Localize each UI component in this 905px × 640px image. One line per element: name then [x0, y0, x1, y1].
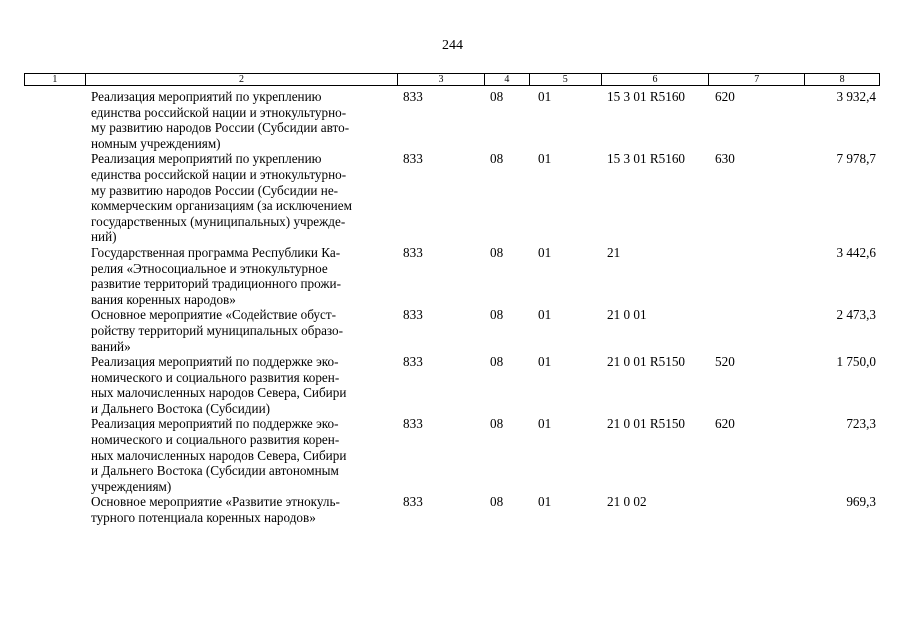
subsection-code: 01	[538, 494, 552, 510]
target-article-code: 21 0 01 R5150	[607, 416, 686, 432]
table-row	[24, 245, 880, 307]
row-empty-cell	[24, 494, 85, 525]
expense-type-code	[710, 307, 806, 354]
ministry-code: 833	[403, 89, 423, 104]
target-article-code: 21 0 01 R5150	[607, 354, 686, 370]
target-article-code: 21	[607, 244, 621, 260]
table-header	[24, 73, 880, 86]
column-header: 4	[485, 74, 530, 85]
ministry-code: 833	[403, 307, 423, 323]
target-article-code: 15 3 01 R5160	[607, 89, 686, 104]
column-header: 1	[25, 74, 86, 85]
column-header: 2	[86, 74, 398, 85]
page-number: 244	[442, 38, 463, 53]
table-row	[24, 151, 880, 245]
row-empty-cell	[24, 307, 85, 354]
table-row	[24, 89, 880, 151]
row-empty-cell	[24, 416, 85, 494]
row-empty-cell	[24, 89, 85, 151]
subsection-code: 01	[538, 244, 552, 260]
subsection-code: 01	[538, 354, 552, 370]
column-header: 6	[602, 74, 710, 85]
row-empty-cell	[24, 354, 85, 416]
expense-type-code: 520	[715, 354, 735, 370]
amount: 2 473,3	[836, 307, 876, 323]
section-code: 08	[490, 307, 504, 323]
ministry-code: 833	[403, 416, 423, 432]
ministry-code: 833	[403, 354, 423, 370]
subsection-code: 01	[538, 89, 552, 104]
section-code: 08	[490, 354, 504, 370]
amount: 3 932,4	[836, 89, 876, 104]
expense-type-code: 630	[715, 151, 735, 167]
section-code: 08	[490, 244, 504, 260]
table-row	[24, 354, 880, 416]
target-article-code: 21 0 02	[607, 494, 647, 510]
section-code: 08	[490, 151, 504, 167]
row-empty-cell	[24, 245, 85, 307]
table-row	[24, 494, 880, 525]
expense-type-code	[710, 245, 806, 307]
item-name: Основное мероприятие «Развитие этнокуль- турного потенциала коренных народов»	[91, 494, 340, 526]
column-header: 5	[530, 74, 602, 85]
section-code: 08	[490, 89, 504, 104]
item-name: Реализация мероприятий по поддержке эко- номического и социального развития корен- ных малочисленных народов Севера, Сибири и Дальнего Востока (Субсидии)	[91, 354, 347, 416]
item-name: Государственная программа Республики Ка- релия «Этносоциальное и этнокультурное развитие территорий традиционного прожи- вания коренных народов»	[91, 244, 341, 307]
expense-type-code	[710, 494, 806, 525]
table-row	[24, 416, 880, 494]
item-name: Основное мероприятие «Содействие обуст- ройству территорий муниципальных образо- ваний»	[91, 307, 344, 354]
amount: 723,3	[846, 416, 876, 432]
subsection-code: 01	[538, 416, 552, 432]
table-row	[24, 307, 880, 354]
ministry-code: 833	[403, 151, 423, 167]
item-name: Реализация мероприятий по поддержке эко- номического и социального развития корен- ных малочисленных народов Севера, Сибири и Дальнего Востока (Субсидии автономным учреждениям)	[91, 416, 347, 494]
amount: 969,3	[846, 494, 876, 510]
subsection-code: 01	[538, 151, 552, 167]
expense-type-code: 620	[715, 89, 735, 104]
amount: 3 442,6	[836, 244, 876, 260]
section-code: 08	[490, 416, 504, 432]
ministry-code: 833	[403, 244, 423, 260]
column-header: 3	[398, 74, 485, 85]
target-article-code: 15 3 01 R5160	[607, 151, 686, 167]
expense-type-code: 620	[715, 416, 735, 432]
target-article-code: 21 0 01	[607, 307, 647, 323]
item-name: Реализация мероприятий по укреплению единства российской нации и этнокультурно- му развитию народов России (Субсидии не- коммерческим организациям (за исключением государственных (муниципальных) учрежде- ний)	[91, 151, 352, 245]
subsection-code: 01	[538, 307, 552, 323]
amount: 7 978,7	[836, 151, 876, 167]
column-header: 7	[709, 74, 805, 85]
amount: 1 750,0	[836, 354, 876, 370]
table-body	[24, 89, 880, 526]
item-name: Реализация мероприятий по укреплению единства российской нации и этнокультурно- му развитию народов России (Субсидии авто- номным учреждениям)	[91, 89, 350, 151]
column-header: 8	[839, 74, 845, 85]
row-empty-cell	[24, 151, 85, 245]
ministry-code: 833	[403, 494, 423, 510]
section-code: 08	[490, 494, 504, 510]
